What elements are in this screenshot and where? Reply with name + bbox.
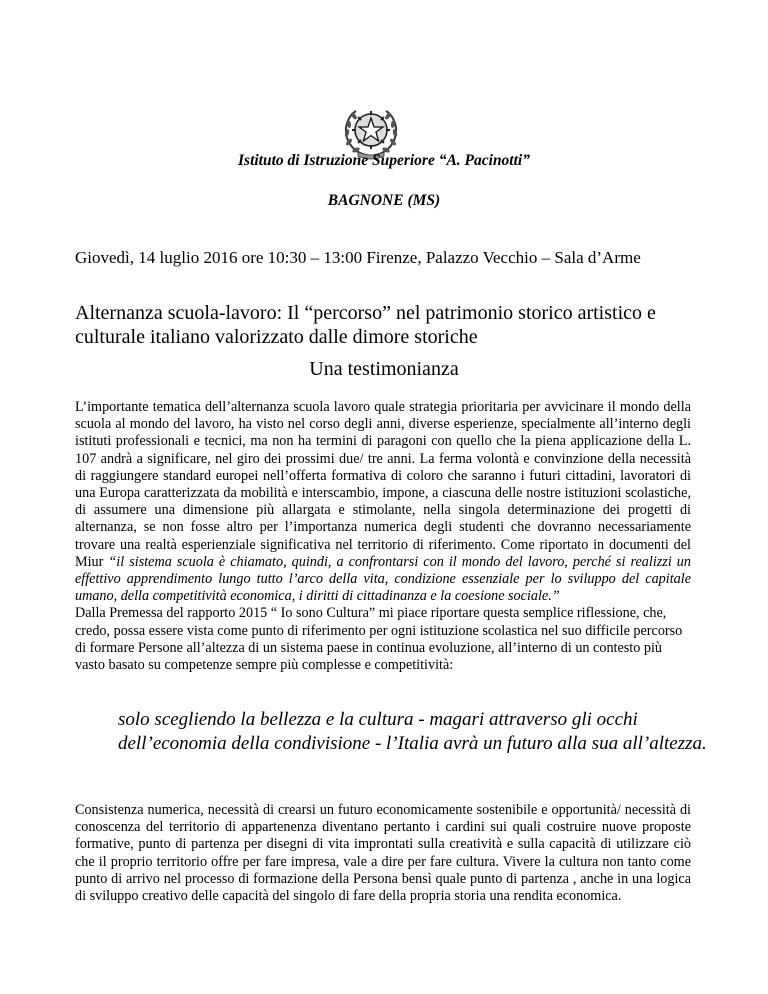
body-paragraph-intro <box>75 399 691 674</box>
intro-text: L’importante tematica dell’alternanza scuola lavoro quale strategia prioritaria per avvicinare il mondo della scuola al mondo del lavoro, ha visto nel corso degli anni, diverse esperienze, specialmente all’interno degli istituti professionali e tecnici, ma non ha termini di paragoni con quello che la piena applicazione della L. 107 andrà a significare, nel giro dei prossimi due/ tre anni. La ferma volontà e convinzione della necessità di raggiungere standard europei nell’offerta formativa di coloro che saranno i futuri cittadini, lavoratori di una Europa caratterizzata da mobilità e interscambio, impone, a ciascuna delle nostre istituzioni scolastiche, di assumere una dimensione più allargata e stimolante, nella singola determinazione dei progetti di alternanza, se non fosse altro per l’importanza numerica degli studenti che dovranno necessariamente trovare una realtà esperienziale significativa nel territorio di riferimento. Come riportato in documenti del Miur <box>75 399 691 570</box>
event-date-location: Giovedì, 14 luglio 2016 ore 10:30 – 13:00 Firenze, Palazzo Vecchio – Sala d’Arme <box>75 248 641 267</box>
body-paragraph-conclusion: Consistenza numerica, necessità di crearsi un futuro economicamente sostenibile e opportunità/ necessità di conoscenza del territorio di appartenenza diventano pertanto i cardini sui quali costruire nuove proposte formative, punto di partenza per disegni di vita improntati sulla creatività e sulla capacità di utilizzare ciò che il proprio territorio offre per fare impresa, vale a dire per fare cultura. Vivere la cultura non tanto come punto di arrivo nel processo di formazione della Persona bensì quale punto di partenza , anche in una logica di sviluppo creativo delle capacità del singolo di fare della propria storia una rendita economica. <box>75 802 691 905</box>
body-paragraph-premessa: Dalla Premessa del rapporto 2015 “ Io sono Cultura” mi piace riportare questa semplice riflessione, che, credo, possa essere vista come punto di riferimento per ogni istituzione scolastica nel suo difficile percorso di formare Persone all’altezza di un sistema paese in continua evoluzione, all’interno di un contesto più vasto basato su competenze sempre più complesse e competitività: <box>75 605 683 674</box>
document-title: Alternanza scuola-lavoro: Il “percorso” nel patrimonio storico artistico e culturale italiano valorizzato dalle dimore storiche <box>75 302 656 348</box>
miur-citation: “il sistema scuola è chiamato, quindi, a confrontarsi con il mondo del lavoro, perché si realizzi un effettivo apprendimento lungo tutto l’arco della vita, condizione essenziale per lo sviluppo del capitale umano, della competitività economica, i diritti di cittadinanza e la coesione sociale.” <box>75 553 691 605</box>
school-city: BAGNONE (MS) <box>327 192 441 209</box>
quotation: solo scegliendo la bellezza e la cultura - magari attraverso gli occhi dell’economia della condivisione - l’Italia avrà un futuro alla sua all’altezza. <box>118 709 707 754</box>
school-name: Istituto di Istruzione Superiore “A. Pacinotti” <box>238 152 530 169</box>
document-subtitle: Una testimonianza <box>309 358 459 380</box>
